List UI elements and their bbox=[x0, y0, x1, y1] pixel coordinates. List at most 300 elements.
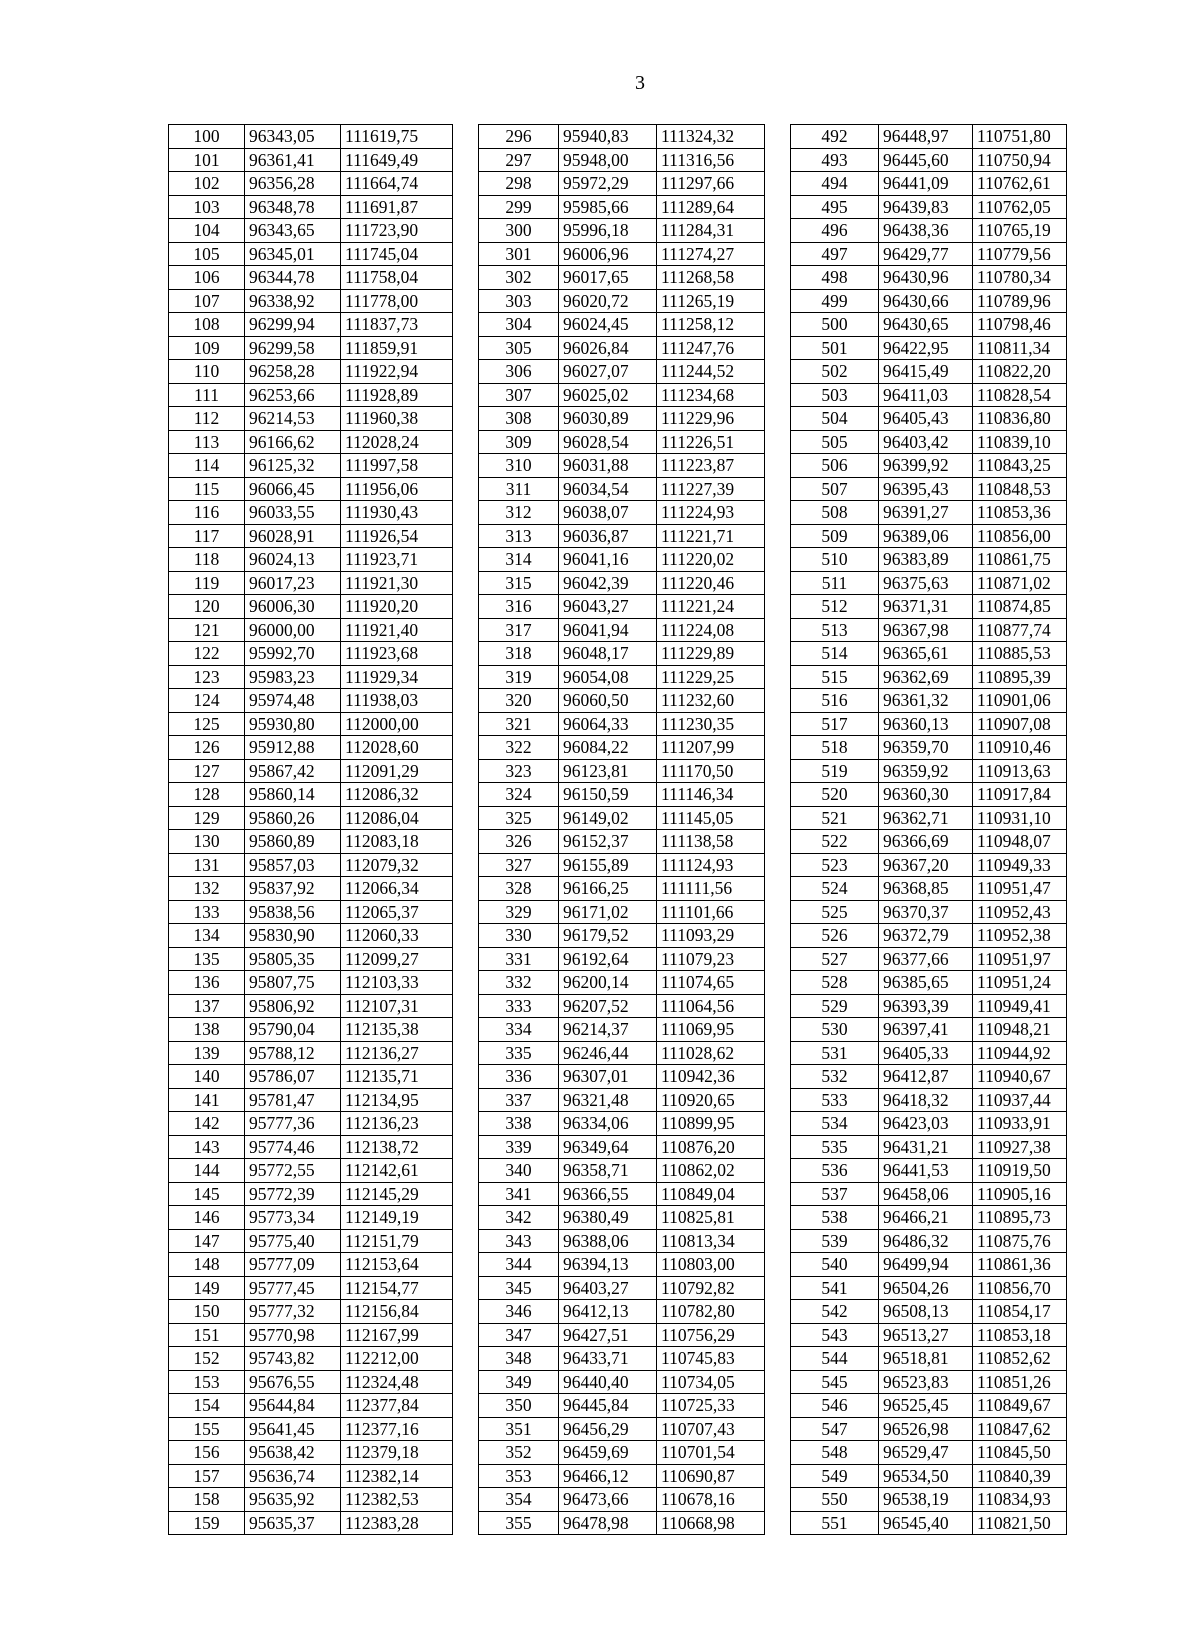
x-coordinate-cell: 95786,07 bbox=[245, 1065, 341, 1089]
point-number-cell: 505 bbox=[791, 430, 879, 454]
table-row bbox=[169, 924, 1067, 948]
column-gap bbox=[453, 1206, 479, 1230]
point-number-cell: 323 bbox=[479, 759, 559, 783]
column-gap bbox=[765, 1065, 791, 1089]
point-number-cell: 533 bbox=[791, 1088, 879, 1112]
y-coordinate-cell: 111997,58 bbox=[341, 454, 453, 478]
column-gap bbox=[765, 266, 791, 290]
x-coordinate-cell: 96361,41 bbox=[245, 148, 341, 172]
y-coordinate-cell: 110895,39 bbox=[973, 665, 1067, 689]
point-number-cell: 310 bbox=[479, 454, 559, 478]
x-coordinate-cell: 96307,01 bbox=[559, 1065, 657, 1089]
y-coordinate-cell: 110901,06 bbox=[973, 689, 1067, 713]
x-coordinate-cell: 95777,45 bbox=[245, 1276, 341, 1300]
y-coordinate-cell: 112324,48 bbox=[341, 1370, 453, 1394]
y-coordinate-cell: 110780,34 bbox=[973, 266, 1067, 290]
x-coordinate-cell: 95635,92 bbox=[245, 1488, 341, 1512]
x-coordinate-cell: 96017,65 bbox=[559, 266, 657, 290]
x-coordinate-cell: 96380,49 bbox=[559, 1206, 657, 1230]
column-gap bbox=[765, 524, 791, 548]
y-coordinate-cell: 110828,54 bbox=[973, 383, 1067, 407]
x-coordinate-cell: 96214,37 bbox=[559, 1018, 657, 1042]
column-gap bbox=[765, 1112, 791, 1136]
column-gap bbox=[765, 665, 791, 689]
x-coordinate-cell: 96370,37 bbox=[879, 900, 973, 924]
point-number-cell: 297 bbox=[479, 148, 559, 172]
x-coordinate-cell: 96385,65 bbox=[879, 971, 973, 995]
point-number-cell: 513 bbox=[791, 618, 879, 642]
y-coordinate-cell: 111074,65 bbox=[657, 971, 765, 995]
column-gap bbox=[765, 407, 791, 431]
column-gap bbox=[453, 430, 479, 454]
point-number-cell: 136 bbox=[169, 971, 245, 995]
column-gap bbox=[453, 125, 479, 149]
x-coordinate-cell: 96441,09 bbox=[879, 172, 973, 196]
y-coordinate-cell: 111207,99 bbox=[657, 736, 765, 760]
column-gap bbox=[765, 548, 791, 572]
x-coordinate-cell: 96253,66 bbox=[245, 383, 341, 407]
y-coordinate-cell: 111930,43 bbox=[341, 501, 453, 525]
point-number-cell: 114 bbox=[169, 454, 245, 478]
point-number-cell: 132 bbox=[169, 877, 245, 901]
table-row bbox=[169, 1417, 1067, 1441]
point-number-cell: 149 bbox=[169, 1276, 245, 1300]
table-row bbox=[169, 1088, 1067, 1112]
y-coordinate-cell: 111226,51 bbox=[657, 430, 765, 454]
point-number-cell: 311 bbox=[479, 477, 559, 501]
point-number-cell: 338 bbox=[479, 1112, 559, 1136]
x-coordinate-cell: 96423,03 bbox=[879, 1112, 973, 1136]
x-coordinate-cell: 96344,78 bbox=[245, 266, 341, 290]
column-gap bbox=[453, 1041, 479, 1065]
x-coordinate-cell: 96038,07 bbox=[559, 501, 657, 525]
column-gap bbox=[453, 1018, 479, 1042]
y-coordinate-cell: 112383,28 bbox=[341, 1511, 453, 1535]
point-number-cell: 496 bbox=[791, 219, 879, 243]
table-row bbox=[169, 148, 1067, 172]
x-coordinate-cell: 96179,52 bbox=[559, 924, 657, 948]
point-number-cell: 514 bbox=[791, 642, 879, 666]
point-number-cell: 152 bbox=[169, 1347, 245, 1371]
x-coordinate-cell: 95830,90 bbox=[245, 924, 341, 948]
column-gap bbox=[765, 1511, 791, 1535]
y-coordinate-cell: 111837,73 bbox=[341, 313, 453, 337]
y-coordinate-cell: 110933,91 bbox=[973, 1112, 1067, 1136]
table-row bbox=[169, 1253, 1067, 1277]
x-coordinate-cell: 96155,89 bbox=[559, 853, 657, 877]
point-number-cell: 508 bbox=[791, 501, 879, 525]
column-gap bbox=[765, 172, 791, 196]
point-number-cell: 495 bbox=[791, 195, 879, 219]
point-number-cell: 122 bbox=[169, 642, 245, 666]
y-coordinate-cell: 111297,66 bbox=[657, 172, 765, 196]
table-row bbox=[169, 548, 1067, 572]
point-number-cell: 303 bbox=[479, 289, 559, 313]
y-coordinate-cell: 111745,04 bbox=[341, 242, 453, 266]
x-coordinate-cell: 96372,79 bbox=[879, 924, 973, 948]
y-coordinate-cell: 111929,34 bbox=[341, 665, 453, 689]
y-coordinate-cell: 110875,76 bbox=[973, 1229, 1067, 1253]
y-coordinate-cell: 111274,27 bbox=[657, 242, 765, 266]
x-coordinate-cell: 96361,32 bbox=[879, 689, 973, 713]
y-coordinate-cell: 110948,21 bbox=[973, 1018, 1067, 1042]
y-coordinate-cell: 110931,10 bbox=[973, 806, 1067, 830]
x-coordinate-cell: 96334,06 bbox=[559, 1112, 657, 1136]
point-number-cell: 538 bbox=[791, 1206, 879, 1230]
y-coordinate-cell: 110937,44 bbox=[973, 1088, 1067, 1112]
column-gap bbox=[765, 454, 791, 478]
point-number-cell: 134 bbox=[169, 924, 245, 948]
y-coordinate-cell: 111664,74 bbox=[341, 172, 453, 196]
x-coordinate-cell: 95777,32 bbox=[245, 1300, 341, 1324]
column-gap bbox=[453, 806, 479, 830]
point-number-cell: 503 bbox=[791, 383, 879, 407]
point-number-cell: 349 bbox=[479, 1370, 559, 1394]
y-coordinate-cell: 110895,73 bbox=[973, 1206, 1067, 1230]
y-coordinate-cell: 111268,58 bbox=[657, 266, 765, 290]
y-coordinate-cell: 111064,56 bbox=[657, 994, 765, 1018]
y-coordinate-cell: 110750,94 bbox=[973, 148, 1067, 172]
y-coordinate-cell: 111923,68 bbox=[341, 642, 453, 666]
y-coordinate-cell: 110839,10 bbox=[973, 430, 1067, 454]
x-coordinate-cell: 95774,46 bbox=[245, 1135, 341, 1159]
x-coordinate-cell: 96366,69 bbox=[879, 830, 973, 854]
point-number-cell: 332 bbox=[479, 971, 559, 995]
y-coordinate-cell: 110874,85 bbox=[973, 595, 1067, 619]
point-number-cell: 128 bbox=[169, 783, 245, 807]
point-number-cell: 534 bbox=[791, 1112, 879, 1136]
x-coordinate-cell: 96518,81 bbox=[879, 1347, 973, 1371]
point-number-cell: 111 bbox=[169, 383, 245, 407]
x-coordinate-cell: 95860,89 bbox=[245, 830, 341, 854]
y-coordinate-cell: 112212,00 bbox=[341, 1347, 453, 1371]
x-coordinate-cell: 96367,98 bbox=[879, 618, 973, 642]
point-number-cell: 521 bbox=[791, 806, 879, 830]
point-number-cell: 342 bbox=[479, 1206, 559, 1230]
point-number-cell: 317 bbox=[479, 618, 559, 642]
column-gap bbox=[453, 853, 479, 877]
y-coordinate-cell: 110944,92 bbox=[973, 1041, 1067, 1065]
x-coordinate-cell: 95837,92 bbox=[245, 877, 341, 901]
point-number-cell: 299 bbox=[479, 195, 559, 219]
column-gap bbox=[453, 1347, 479, 1371]
y-coordinate-cell: 110847,62 bbox=[973, 1417, 1067, 1441]
point-number-cell: 336 bbox=[479, 1065, 559, 1089]
y-coordinate-cell: 110853,36 bbox=[973, 501, 1067, 525]
x-coordinate-cell: 96377,66 bbox=[879, 947, 973, 971]
point-number-cell: 316 bbox=[479, 595, 559, 619]
x-coordinate-cell: 96458,06 bbox=[879, 1182, 973, 1206]
point-number-cell: 347 bbox=[479, 1323, 559, 1347]
x-coordinate-cell: 96429,77 bbox=[879, 242, 973, 266]
point-number-cell: 306 bbox=[479, 360, 559, 384]
x-coordinate-cell: 95867,42 bbox=[245, 759, 341, 783]
point-number-cell: 121 bbox=[169, 618, 245, 642]
table-row bbox=[169, 1276, 1067, 1300]
x-coordinate-cell: 95638,42 bbox=[245, 1441, 341, 1465]
column-gap bbox=[453, 1229, 479, 1253]
point-number-cell: 542 bbox=[791, 1300, 879, 1324]
point-number-cell: 501 bbox=[791, 336, 879, 360]
x-coordinate-cell: 96365,61 bbox=[879, 642, 973, 666]
y-coordinate-cell: 110940,67 bbox=[973, 1065, 1067, 1089]
column-gap bbox=[765, 1135, 791, 1159]
point-number-cell: 322 bbox=[479, 736, 559, 760]
y-coordinate-cell: 111324,32 bbox=[657, 125, 765, 149]
column-gap bbox=[765, 1323, 791, 1347]
y-coordinate-cell: 112086,04 bbox=[341, 806, 453, 830]
column-gap bbox=[453, 289, 479, 313]
column-gap bbox=[765, 759, 791, 783]
x-coordinate-cell: 96478,98 bbox=[559, 1511, 657, 1535]
x-coordinate-cell: 96391,27 bbox=[879, 501, 973, 525]
y-coordinate-cell: 110845,50 bbox=[973, 1441, 1067, 1465]
y-coordinate-cell: 111111,56 bbox=[657, 877, 765, 901]
point-number-cell: 137 bbox=[169, 994, 245, 1018]
table-row bbox=[169, 219, 1067, 243]
column-gap bbox=[765, 1253, 791, 1277]
y-coordinate-cell: 111220,46 bbox=[657, 571, 765, 595]
x-coordinate-cell: 96440,40 bbox=[559, 1370, 657, 1394]
y-coordinate-cell: 110834,93 bbox=[973, 1488, 1067, 1512]
y-coordinate-cell: 110725,33 bbox=[657, 1394, 765, 1418]
column-gap bbox=[453, 1441, 479, 1465]
y-coordinate-cell: 110707,43 bbox=[657, 1417, 765, 1441]
y-coordinate-cell: 110756,29 bbox=[657, 1323, 765, 1347]
x-coordinate-cell: 96427,51 bbox=[559, 1323, 657, 1347]
point-number-cell: 115 bbox=[169, 477, 245, 501]
x-coordinate-cell: 95676,55 bbox=[245, 1370, 341, 1394]
point-number-cell: 151 bbox=[169, 1323, 245, 1347]
y-coordinate-cell: 110899,95 bbox=[657, 1112, 765, 1136]
y-coordinate-cell: 111778,00 bbox=[341, 289, 453, 313]
column-gap bbox=[765, 877, 791, 901]
y-coordinate-cell: 110848,53 bbox=[973, 477, 1067, 501]
x-coordinate-cell: 96360,13 bbox=[879, 712, 973, 736]
y-coordinate-cell: 110910,46 bbox=[973, 736, 1067, 760]
point-number-cell: 524 bbox=[791, 877, 879, 901]
column-gap bbox=[765, 853, 791, 877]
y-coordinate-cell: 110927,38 bbox=[973, 1135, 1067, 1159]
y-coordinate-cell: 110856,70 bbox=[973, 1276, 1067, 1300]
point-number-cell: 355 bbox=[479, 1511, 559, 1535]
x-coordinate-cell: 96348,78 bbox=[245, 195, 341, 219]
table-row bbox=[169, 336, 1067, 360]
column-gap bbox=[453, 1417, 479, 1441]
point-number-cell: 141 bbox=[169, 1088, 245, 1112]
y-coordinate-cell: 111922,94 bbox=[341, 360, 453, 384]
column-gap bbox=[765, 1488, 791, 1512]
column-gap bbox=[453, 477, 479, 501]
table-row bbox=[169, 712, 1067, 736]
column-gap bbox=[765, 689, 791, 713]
x-coordinate-cell: 95985,66 bbox=[559, 195, 657, 219]
table-row bbox=[169, 1370, 1067, 1394]
x-coordinate-cell: 96362,71 bbox=[879, 806, 973, 830]
x-coordinate-cell: 96025,02 bbox=[559, 383, 657, 407]
column-gap bbox=[453, 783, 479, 807]
x-coordinate-cell: 95930,80 bbox=[245, 712, 341, 736]
x-coordinate-cell: 96006,30 bbox=[245, 595, 341, 619]
point-number-cell: 127 bbox=[169, 759, 245, 783]
point-number-cell: 298 bbox=[479, 172, 559, 196]
point-number-cell: 351 bbox=[479, 1417, 559, 1441]
x-coordinate-cell: 96041,16 bbox=[559, 548, 657, 572]
table-row bbox=[169, 571, 1067, 595]
table-row bbox=[169, 618, 1067, 642]
column-gap bbox=[765, 1370, 791, 1394]
point-number-cell: 148 bbox=[169, 1253, 245, 1277]
y-coordinate-cell: 110840,39 bbox=[973, 1464, 1067, 1488]
column-gap bbox=[453, 642, 479, 666]
x-coordinate-cell: 96499,94 bbox=[879, 1253, 973, 1277]
x-coordinate-cell: 96054,08 bbox=[559, 665, 657, 689]
x-coordinate-cell: 95636,74 bbox=[245, 1464, 341, 1488]
y-coordinate-cell: 112154,77 bbox=[341, 1276, 453, 1300]
point-number-cell: 341 bbox=[479, 1182, 559, 1206]
x-coordinate-cell: 96441,53 bbox=[879, 1159, 973, 1183]
table-row bbox=[169, 1018, 1067, 1042]
point-number-cell: 525 bbox=[791, 900, 879, 924]
point-number-cell: 329 bbox=[479, 900, 559, 924]
x-coordinate-cell: 96403,42 bbox=[879, 430, 973, 454]
point-number-cell: 510 bbox=[791, 548, 879, 572]
point-number-cell: 325 bbox=[479, 806, 559, 830]
point-number-cell: 530 bbox=[791, 1018, 879, 1042]
y-coordinate-cell: 112000,00 bbox=[341, 712, 453, 736]
point-number-cell: 315 bbox=[479, 571, 559, 595]
y-coordinate-cell: 112377,84 bbox=[341, 1394, 453, 1418]
y-coordinate-cell: 110920,65 bbox=[657, 1088, 765, 1112]
x-coordinate-cell: 96125,32 bbox=[245, 454, 341, 478]
y-coordinate-cell: 110782,80 bbox=[657, 1300, 765, 1324]
x-coordinate-cell: 96036,87 bbox=[559, 524, 657, 548]
x-coordinate-cell: 96034,54 bbox=[559, 477, 657, 501]
column-gap bbox=[453, 407, 479, 431]
point-number-cell: 515 bbox=[791, 665, 879, 689]
x-coordinate-cell: 96000,00 bbox=[245, 618, 341, 642]
x-coordinate-cell: 96171,02 bbox=[559, 900, 657, 924]
x-coordinate-cell: 96033,55 bbox=[245, 501, 341, 525]
column-gap bbox=[453, 548, 479, 572]
y-coordinate-cell: 111247,76 bbox=[657, 336, 765, 360]
point-number-cell: 116 bbox=[169, 501, 245, 525]
x-coordinate-cell: 96411,03 bbox=[879, 383, 973, 407]
x-coordinate-cell: 96166,62 bbox=[245, 430, 341, 454]
y-coordinate-cell: 110951,97 bbox=[973, 947, 1067, 971]
y-coordinate-cell: 110907,08 bbox=[973, 712, 1067, 736]
x-coordinate-cell: 96393,39 bbox=[879, 994, 973, 1018]
y-coordinate-cell: 112065,37 bbox=[341, 900, 453, 924]
y-coordinate-cell: 110803,00 bbox=[657, 1253, 765, 1277]
x-coordinate-cell: 96508,13 bbox=[879, 1300, 973, 1324]
x-coordinate-cell: 96359,92 bbox=[879, 759, 973, 783]
table-row bbox=[169, 1182, 1067, 1206]
point-number-cell: 498 bbox=[791, 266, 879, 290]
point-number-cell: 142 bbox=[169, 1112, 245, 1136]
point-number-cell: 343 bbox=[479, 1229, 559, 1253]
point-number-cell: 153 bbox=[169, 1370, 245, 1394]
point-number-cell: 159 bbox=[169, 1511, 245, 1535]
x-coordinate-cell: 96412,13 bbox=[559, 1300, 657, 1324]
x-coordinate-cell: 96445,84 bbox=[559, 1394, 657, 1418]
table-row bbox=[169, 1159, 1067, 1183]
y-coordinate-cell: 111284,31 bbox=[657, 219, 765, 243]
x-coordinate-cell: 96041,94 bbox=[559, 618, 657, 642]
point-number-cell: 305 bbox=[479, 336, 559, 360]
column-gap bbox=[453, 1370, 479, 1394]
x-coordinate-cell: 96299,58 bbox=[245, 336, 341, 360]
column-gap bbox=[765, 501, 791, 525]
y-coordinate-cell: 111928,89 bbox=[341, 383, 453, 407]
x-coordinate-cell: 95644,84 bbox=[245, 1394, 341, 1418]
column-gap bbox=[453, 172, 479, 196]
table-row bbox=[169, 642, 1067, 666]
column-gap bbox=[453, 759, 479, 783]
point-number-cell: 156 bbox=[169, 1441, 245, 1465]
column-gap bbox=[765, 1088, 791, 1112]
y-coordinate-cell: 110942,36 bbox=[657, 1065, 765, 1089]
point-number-cell: 502 bbox=[791, 360, 879, 384]
y-coordinate-cell: 110798,46 bbox=[973, 313, 1067, 337]
x-coordinate-cell: 95838,56 bbox=[245, 900, 341, 924]
point-number-cell: 511 bbox=[791, 571, 879, 595]
x-coordinate-cell: 96048,17 bbox=[559, 642, 657, 666]
x-coordinate-cell: 95743,82 bbox=[245, 1347, 341, 1371]
column-gap bbox=[453, 1464, 479, 1488]
x-coordinate-cell: 96258,28 bbox=[245, 360, 341, 384]
table-row bbox=[169, 900, 1067, 924]
point-number-cell: 547 bbox=[791, 1417, 879, 1441]
x-coordinate-cell: 95773,34 bbox=[245, 1206, 341, 1230]
x-coordinate-cell: 96349,64 bbox=[559, 1135, 657, 1159]
x-coordinate-cell: 96343,05 bbox=[245, 125, 341, 149]
column-gap bbox=[765, 712, 791, 736]
point-number-cell: 331 bbox=[479, 947, 559, 971]
column-gap bbox=[765, 736, 791, 760]
y-coordinate-cell: 111649,49 bbox=[341, 148, 453, 172]
y-coordinate-cell: 110854,17 bbox=[973, 1300, 1067, 1324]
y-coordinate-cell: 111101,66 bbox=[657, 900, 765, 924]
x-coordinate-cell: 96529,47 bbox=[879, 1441, 973, 1465]
y-coordinate-cell: 111229,25 bbox=[657, 665, 765, 689]
point-number-cell: 147 bbox=[169, 1229, 245, 1253]
x-coordinate-cell: 96405,43 bbox=[879, 407, 973, 431]
table-row bbox=[169, 195, 1067, 219]
y-coordinate-cell: 111093,29 bbox=[657, 924, 765, 948]
point-number-cell: 107 bbox=[169, 289, 245, 313]
point-number-cell: 346 bbox=[479, 1300, 559, 1324]
y-coordinate-cell: 110949,41 bbox=[973, 994, 1067, 1018]
point-number-cell: 492 bbox=[791, 125, 879, 149]
point-number-cell: 145 bbox=[169, 1182, 245, 1206]
column-gap bbox=[765, 1229, 791, 1253]
y-coordinate-cell: 111619,75 bbox=[341, 125, 453, 149]
table-row bbox=[169, 877, 1067, 901]
point-number-cell: 312 bbox=[479, 501, 559, 525]
x-coordinate-cell: 96207,52 bbox=[559, 994, 657, 1018]
column-gap bbox=[765, 642, 791, 666]
y-coordinate-cell: 111859,91 bbox=[341, 336, 453, 360]
point-number-cell: 150 bbox=[169, 1300, 245, 1324]
y-coordinate-cell: 110917,84 bbox=[973, 783, 1067, 807]
table-row bbox=[169, 1441, 1067, 1465]
point-number-cell: 117 bbox=[169, 524, 245, 548]
point-number-cell: 157 bbox=[169, 1464, 245, 1488]
x-coordinate-cell: 96026,84 bbox=[559, 336, 657, 360]
point-number-cell: 125 bbox=[169, 712, 245, 736]
x-coordinate-cell: 96345,01 bbox=[245, 242, 341, 266]
